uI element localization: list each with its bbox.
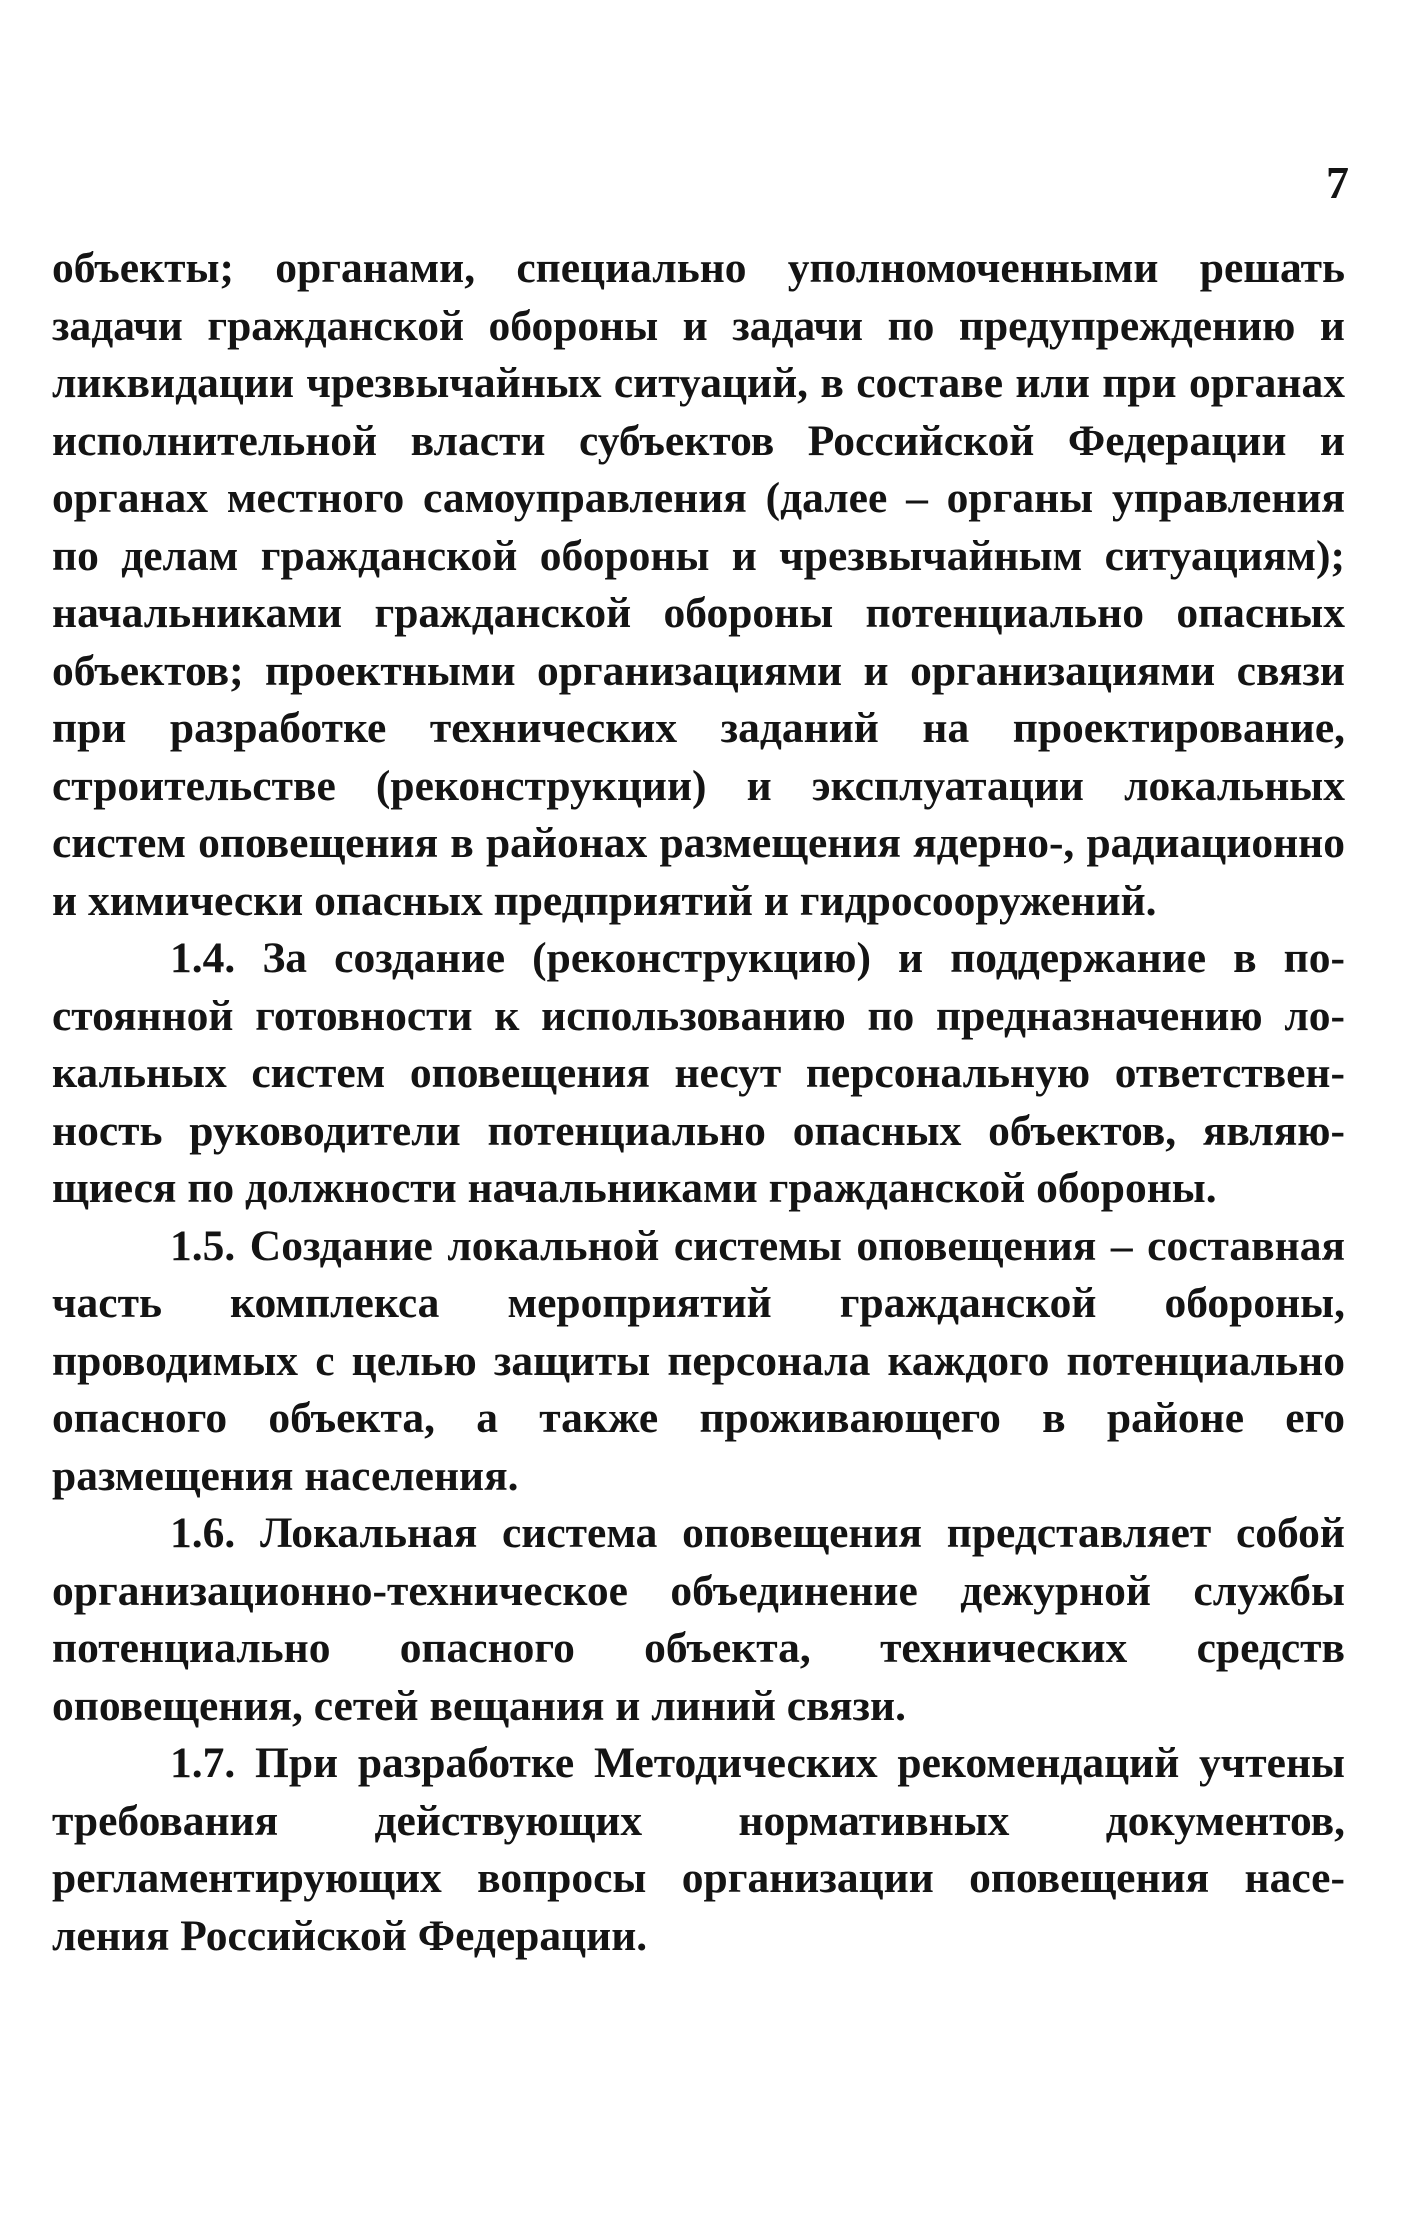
paragraph-1-5: 1.5. Создание локальной системы оповещения – составная часть комплекса мероприятий гражданской обороны, проводимых с целью защиты персонала каждого потенциально опасного объекта, а также проживающего в районе его размещения населения. xyxy=(52,1221,1345,1500)
paragraph-1-6: 1.6. Локальная система оповещения представляет собой организационно-техническое объединение дежурной службы потенциально опасного объекта, технических средств оповещения, сетей вещания и линий связи. xyxy=(52,1509,1345,1730)
paragraph-continuation: объекты; органами, специально уполномоченными решать задачи гражданской обороны и задачи по предупреждению и ликвидации чрезвычайных ситуаций, в составе или при органах исполнительной власти субъектов Российской Федерации и органах местного самоуправления (далее – органы управления по делам гражданской обороны и чрезвычайным ситуациям); начальниками гражданской обороны потенциально опасных объектов; проектными организациями и организациями связи при разработке технических заданий на проектирование, строительстве (реконструкции) и эксплуатации локальных систем оповещения в районах размещения ядерно-, радиационно и химически опасных предприятий и гидросооружений. xyxy=(52,244,1345,925)
paragraph-1-7: 1.7. При разработке Методических рекомендаций учтены требования действующих нормативных документов, регламентирующих вопросы организации оповещения населения Российской Федерации. xyxy=(52,1739,1345,1960)
paragraph-1-4: 1.4. За создание (реконструкцию) и поддержание в постоянной готовности к использованию по предназначению локальных систем оповещения несут персональную ответственность руководители потенциально опасных объектов, являющиеся по должности начальниками гражданской обороны. xyxy=(52,934,1345,1212)
page-number: 7 xyxy=(1326,157,1349,208)
body-text xyxy=(52,240,1345,1965)
